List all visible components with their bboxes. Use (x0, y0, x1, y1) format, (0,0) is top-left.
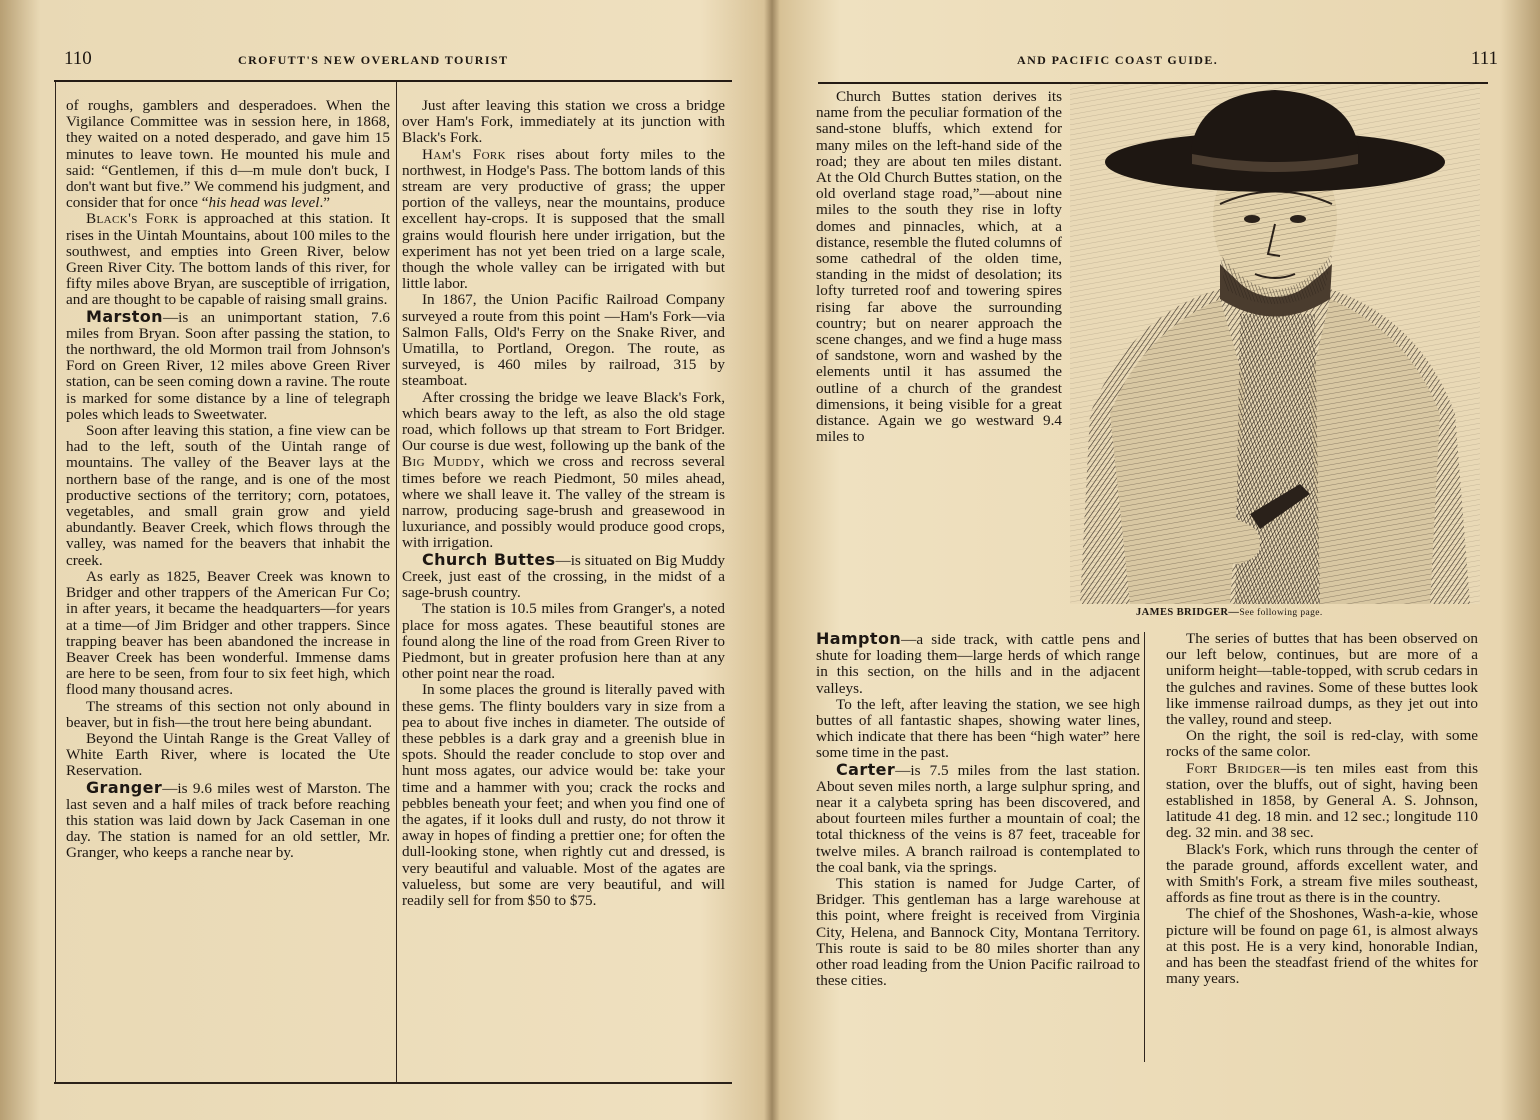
paragraph (402, 98, 725, 147)
paragraph (1166, 842, 1478, 907)
paragraph-text: The station is 10.5 miles from Granger's, a noted place for moss agates. These beautiful stones are found along the line of the road from Green River to Piedmont, but in greater profusion here than at any other point near the road. (402, 600, 725, 683)
right-column-2 (816, 631, 1140, 989)
caption-name: JAMES BRIDGER— (1136, 607, 1240, 618)
paragraph (402, 682, 725, 909)
paragraph-text: As early as 1825, Beaver Creek was known to Bridger and other trappers of the American Fur Co; in after years, it became the headquarters—for years at a time—of Jim Bridger and other trappers. Since trapping beaver has been abandoned the increase in Beaver Creek has been wonderful. Immense dams are here to be seen, from four to six feet high, which flood many thousand acres. (66, 567, 390, 699)
paragraph-text: .” (319, 194, 331, 212)
portrait-caption (1136, 607, 1323, 618)
paragraph (816, 876, 1140, 989)
right-page (770, 0, 1540, 1120)
station-name: Carter (836, 759, 896, 779)
page-number: 110 (64, 48, 92, 69)
paragraph (1166, 906, 1478, 987)
station-name: Marston (86, 306, 163, 326)
column-divider (396, 82, 397, 1084)
paragraph-text: —is situated on Big Muddy Creek, just east of the crossing, in the midst of a sage-brush country. (402, 551, 725, 602)
paragraph-text: of roughs, gamblers and desperadoes. When the Vigilance Committee was in session here, in 1868, they waited on a noted desperado, and gave him 15 minutes to leave town. He mounted his mule and said: “Gentlemen, if this d—m mule don't buck, I don't want but five.” We commend his judgment, and consider that for once “ (66, 97, 390, 212)
paragraph-text: To the left, after leaving the station, we see high buttes of all fantastic shapes, showing water lines, which indicate that there has been “high water” here some time in the past. (816, 695, 1140, 762)
paragraph-text: Just after leaving this station we cross a bridge over Ham's Fork, immediately at its junction with Black's Fork. (402, 97, 725, 147)
paragraph (402, 549, 725, 602)
paragraph-text: Beyond the Uintah Range is the Great Valley of White Earth River, where is located the Ute Reservation. (66, 729, 390, 780)
place-name: Big Muddy (402, 453, 481, 471)
page-border (55, 82, 56, 1084)
paragraph (402, 147, 725, 293)
paragraph-text: is approached at this station. It rises in the Uintah Mountains, about 100 miles to the southwest, and empties into Green River, below Green River City. The bottom lands of this river, for fifty miles above Bryan, are susceptible of irrigation, and are thought to be capable of raising small grains. (66, 210, 390, 309)
station-name: Granger (86, 777, 163, 797)
left-column-1 (66, 98, 390, 862)
left-running-header (56, 48, 730, 78)
paragraph (402, 292, 725, 389)
column-divider (1144, 632, 1145, 1062)
page-number: 111 (1470, 48, 1498, 69)
right-column-1 (816, 89, 1062, 445)
paragraph-text: After crossing the bridge we leave Black's Fork, which bears away to the left, as also the old stage road, which follows up that stream to Fort Bridger. Our course is due west, following up the bank of the (402, 388, 725, 455)
paragraph-text: The chief of the Shoshones, Wash-a-kie, whose picture will be found on page 61, is almost always at this post. He is a very kind, honorable Indian, and has been the steadfast friend of the whites for many years. (1166, 905, 1478, 988)
paragraph (1166, 631, 1478, 728)
left-column-2 (402, 98, 725, 909)
caption-see-reference: See following page. (1239, 608, 1323, 618)
paragraph-text: On the right, the soil is red-clay, with some rocks of the same color. (1166, 727, 1478, 761)
paragraph-text: Church Buttes station derives its name from the peculiar formation of the sand-stone bluffs, which extend for many miles on the left-hand side of the road; they are about ten miles distant. At the Old Church Buttes station, on the old overland stage road,”—about nine miles to the south they rise in lofty domes and pinnacles, which, at a distance, resemble the fluted columns of some cathedral of the olden time, standing in the midst of desolation; its lofty turreted roof and towering spires rising far above the surrounding country; but on nearer approach the scene changes, and we find a huge mass of sandstone, worn and washed by the elements until it has assumed the outline of a church of the grandest dimensions, it being visible for a great distance. Again we go westward 9.4 miles to (816, 88, 1062, 446)
paragraph-text: —is an unimportant station, 7.6 miles from Bryan. Soon after passing the station, to the northward, the old Mormon trail from Johnson's Ford on Green River, 12 miles above Green River station, can be seen coming down a ravine. The route is marked for some distance by a line of telegraph poles which leads to Sweetwater. (66, 308, 390, 423)
place-name: Black's Fork (86, 210, 179, 228)
paragraph-text: —is ten miles east from this station, over the bluffs, out of sight, having been established in 1858, by General A. S. Johnson, latitude 41 deg. 18 min. and 12 sec.; longitude 110 deg. 32 min. and 38 sec. (1166, 759, 1478, 842)
header-rule (54, 80, 732, 82)
paragraph (1166, 761, 1478, 842)
paragraph (816, 759, 1140, 876)
paragraph-text: The streams of this section not only abound in beaver, but in fish—the trout here being abundant. (66, 697, 390, 731)
paragraph-text: Black's Fork, which runs through the center of the parade ground, affords excellent water, and with Smith's Fork, a stream five miles southeast, affords as fine trout as there is in the country. (1166, 840, 1478, 907)
paragraph-text: This station is named for Judge Carter, of Bridger. This gentleman has a large warehouse at this point, where freight is received from Virginia City, Helena, and Bannock City, Montana Territory. This route is said to be 80 miles shorter than any other road leading from the Union Pacific railroad to these cities. (816, 875, 1140, 990)
paragraph-text: In some places the ground is literally paved with these gems. The flinty boulders vary in size from a pea to about five inches in diameter. The outside of these pebbles is a dark gray and a greenish blue in spots. Should the reader conclude to stop over and hunt moss agates, our advice would be: take your time and a hammer with you; crack the rocks and pebbles beneath your feet; and when you find one of the agates, if it looks dull and rusty, do not throw it away in hopes of finding a prettier one; for often the dull-looking stone, when rightly cut and dressed, is very beautiful and valuable. Most of the agates are valueless, but some are very beautiful, and will readily sell for from $50 to $75. (402, 681, 725, 909)
paragraph (402, 601, 725, 682)
paragraph (816, 697, 1140, 762)
paragraph-text: In 1867, the Union Pacific Railroad Company surveyed a route from this point —Ham's Fork—via Salmon Falls, Old's Ferry on the Snake River, and Umatilla, to Portland, Oregon. The route, as surveyed, is 460 miles by railroad, 315 by steamboat. (402, 291, 725, 390)
paragraph-text: rises about forty miles to the northwest, in Hodge's Pass. The bottom lands of this stream are very productive of grass; the upper portion of the valleys, near the mountains, produce excellent hay-crops. It is supposed that the small grains would flourish here under irrigation, but the experiment has not yet been tried on a large scale, though the whole valley can be irrigated with but little labor. (402, 145, 726, 293)
paragraph (66, 699, 390, 731)
right-column-3 (1166, 631, 1478, 987)
running-title: CROFUTT'S NEW OVERLAND TOURIST (238, 53, 509, 67)
paragraph (402, 390, 725, 552)
running-title: AND PACIFIC COAST GUIDE. (1017, 53, 1219, 67)
italic-quote: his head was level (208, 194, 320, 212)
paragraph (66, 731, 390, 780)
paragraph (66, 569, 390, 699)
paragraph (1166, 728, 1478, 760)
footer-rule (54, 1082, 732, 1084)
right-running-header (818, 48, 1498, 78)
james-bridger-portrait (1070, 84, 1480, 604)
paragraph-text: The series of buttes that has been observed on our left below, continues, but are more of a uniform height—table-topped, with scrub cedars in the gulches and ravines. Some of these buttes look like immense railroad dumps, as they jet out into the valley, round and steep. (1166, 630, 1478, 729)
paragraph (66, 423, 390, 569)
station-name: Church Buttes (422, 549, 556, 569)
station-name: Hampton (816, 629, 902, 648)
paragraph-text: —a side track, with cattle pens and shute for loading them—large herds of which range in this section, on the hills and in the adjacent valleys. (816, 631, 1140, 697)
paragraph (66, 306, 390, 423)
paragraph (66, 777, 390, 862)
place-name: Fort Bridger (1186, 759, 1281, 777)
place-name: Ham's Fork (422, 145, 506, 163)
paragraph (66, 211, 390, 308)
paragraph-text: —is 9.6 miles west of Marston. The last seven and a half miles of track before reaching this station was laid down by Jack Caseman in one day. The station is named for an old settler, Mr. Granger, who keeps a ranche near by. (66, 779, 390, 862)
paragraph-text: , which we cross and recross several times before we reach Piedmont, 50 miles ahead, where we shall leave it. The valley of the stream is narrow, producing sage-brush and greasewood in luxuriance, and possibly would produce good crops, with irrigation. (402, 453, 725, 552)
paragraph (816, 631, 1140, 697)
paragraph (66, 98, 390, 211)
paragraph-text: Soon after leaving this station, a fine view can be had to the left, south of the Uintah range of mountains. The valley of the Beaver lays at the northern base of the range, and is one of the most productive sections of the territory; corn, potatoes, vegetables, and small grain grow and yield abundantly. Beaver Creek, which flows through the valley, was named for the beavers that inhabit the creek. (66, 422, 390, 569)
paragraph (816, 89, 1062, 445)
paragraph-text: —is 7.5 miles from the last station. About seven miles north, a large sulphur spring, and near it a calybeta spring has been discovered, and about fourteen miles further a mountain of coal; the total thickness of the veins is 87 feet, traceable for twelve miles. A branch railroad is contemplated to the coal bank, via the springs. (816, 761, 1140, 876)
